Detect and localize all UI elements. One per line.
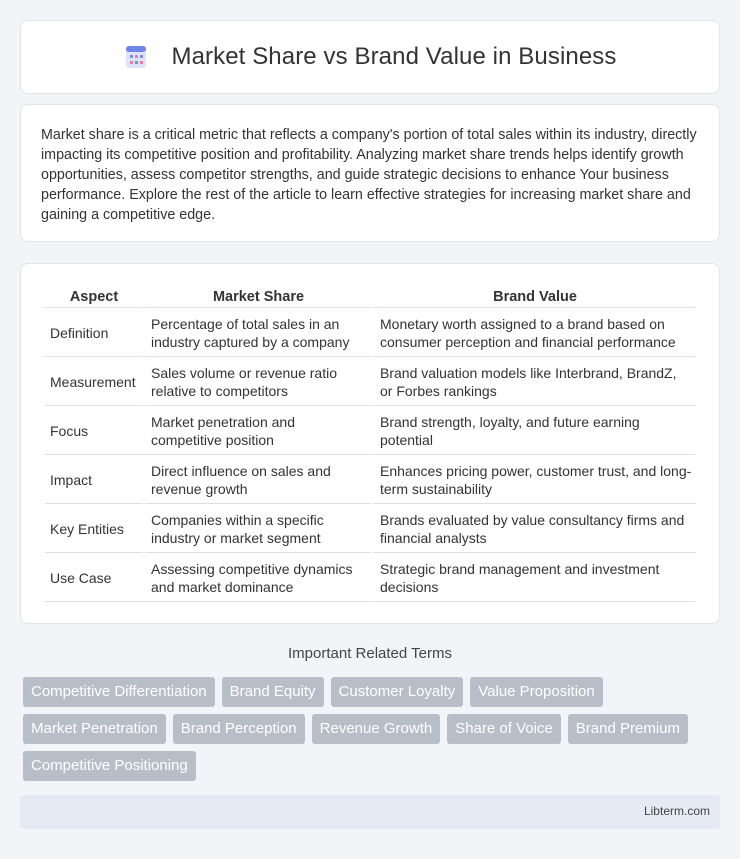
table-row: [45, 455, 696, 504]
table-header-row: [45, 284, 696, 308]
row-brand-value: Enhances pricing power, customer trust, and long-term sustainability: [374, 455, 696, 504]
row-brand-value: Brand valuation models like Interbrand, BrandZ, or Forbes rankings: [374, 357, 696, 406]
table-row: [45, 504, 696, 553]
comparison-table-card: [20, 263, 720, 624]
related-term-tag[interactable]: Share of Voice: [447, 714, 561, 744]
row-market-share: Percentage of total sales in an industry captured by a company: [145, 308, 372, 357]
row-market-share: Direct influence on sales and revenue growth: [145, 455, 372, 504]
table-row: [45, 406, 696, 455]
intro-card: [20, 104, 720, 242]
header-market-share: Market Share: [145, 284, 372, 308]
row-market-share: Companies within a specific industry or market segment: [145, 504, 372, 553]
row-aspect: Use Case: [45, 553, 143, 602]
row-aspect: Impact: [45, 455, 143, 504]
related-term-tag[interactable]: Brand Premium: [568, 714, 688, 744]
related-term-tag[interactable]: Competitive Differentiation: [23, 677, 215, 707]
row-market-share: Sales volume or revenue ratio relative to competitors: [145, 357, 372, 406]
intro-text: Market share is a critical metric that reflects a company's portion of total sales within its industry, directly impacting its competitive position and profitability. Analyzing market share trends helps identify growth opportunities, assess competitor strengths, and guide strategic decisions to enhance Your business performance. Explore the rest of the article to learn effective strategies for increasing market share and gaining a competitive edge.: [41, 127, 697, 223]
row-brand-value: Brand strength, loyalty, and future earning potential: [374, 406, 696, 455]
related-term-tag[interactable]: Revenue Growth: [312, 714, 441, 744]
related-term-tag[interactable]: Brand Equity: [222, 677, 324, 707]
footer-site-link[interactable]: Libterm.com: [643, 804, 710, 818]
row-aspect: Focus: [45, 406, 143, 455]
row-aspect: Key Entities: [45, 504, 143, 553]
related-term-tag[interactable]: Competitive Positioning: [23, 751, 196, 781]
related-term-tag[interactable]: Value Proposition: [470, 677, 602, 707]
table-row: [45, 553, 696, 602]
related-terms-list: [23, 677, 723, 781]
row-brand-value: Brands evaluated by value consultancy firms and financial analysts: [374, 504, 696, 553]
row-market-share: Market penetration and competitive position: [145, 406, 372, 455]
footer: [20, 795, 720, 829]
related-terms-title: Important Related Terms: [288, 645, 452, 662]
document-icon: [123, 44, 149, 70]
table-row: [45, 308, 696, 357]
related-term-tag[interactable]: Customer Loyalty: [331, 677, 464, 707]
header-aspect: Aspect: [45, 284, 143, 308]
comparison-table: [43, 284, 698, 602]
related-term-tag[interactable]: Brand Perception: [173, 714, 305, 744]
related-term-tag[interactable]: Market Penetration: [23, 714, 166, 744]
row-aspect: Definition: [45, 308, 143, 357]
title-card: [20, 20, 720, 94]
row-aspect: Measurement: [45, 357, 143, 406]
header-brand-value: Brand Value: [374, 284, 696, 308]
table-row: [45, 357, 696, 406]
row-market-share: Assessing competitive dynamics and market dominance: [145, 553, 372, 602]
row-brand-value: Strategic brand management and investment decisions: [374, 553, 696, 602]
page-title: Market Share vs Brand Value in Business: [171, 43, 617, 70]
row-brand-value: Monetary worth assigned to a brand based on consumer perception and financial performance: [374, 308, 696, 357]
